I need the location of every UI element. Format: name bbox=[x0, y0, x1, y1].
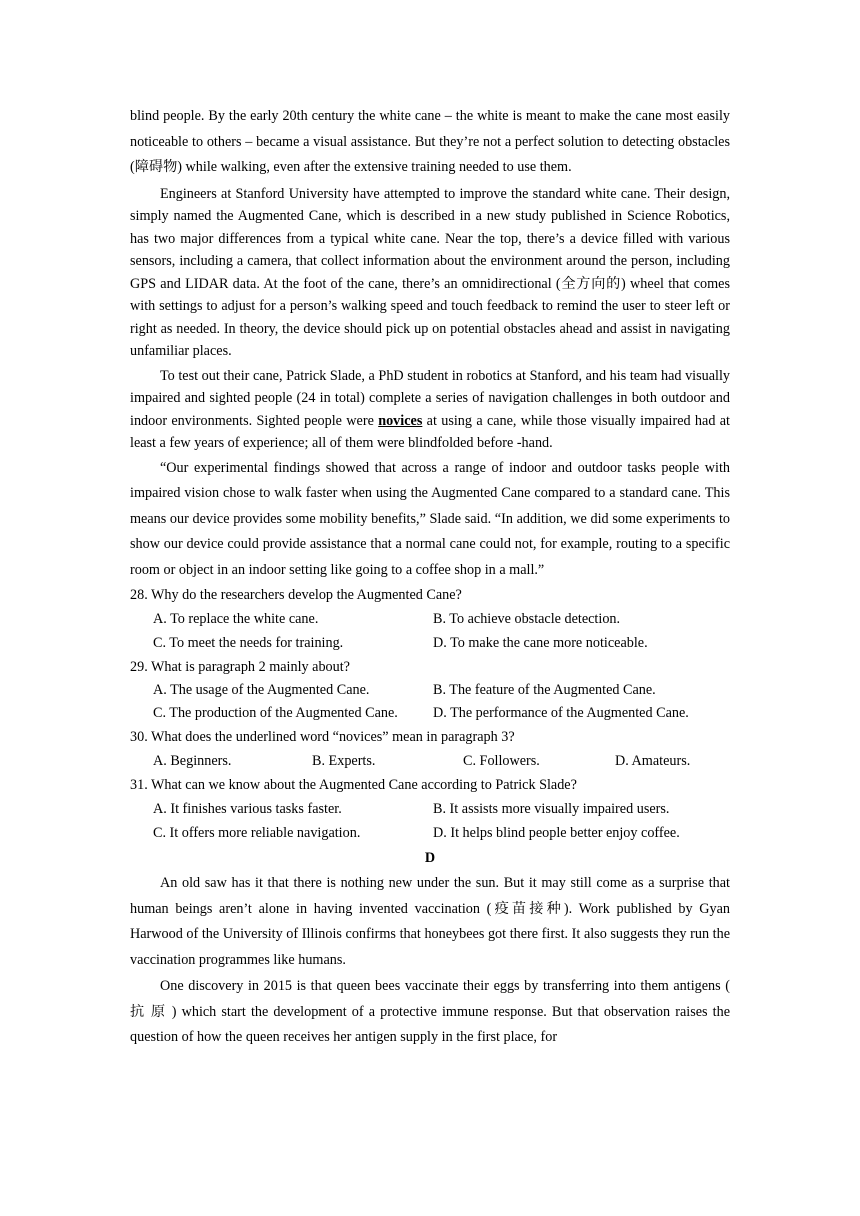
paragraph-3-text-before: To test out their cane, Patrick Slade, a PhD student in robotics at Stanford, and his team had visually impaired and sighted people (24 in total) complete a series of navigation challenges in both outdoor and indoor environments. Sighted people were bbox=[130, 367, 730, 429]
passage-c-paragraph-3 bbox=[130, 365, 730, 455]
options-row bbox=[130, 679, 730, 702]
passage-c-paragraph-4: “Our experimental findings showed that across a range of indoor and outdoor tasks people with impaired vision chose to walk faster when using the Augmented Cane compared to a standard cane. This means our device provides some mobility benefits,” Slade said. “In addition, we did some experiments to show our device could provide assistance that a normal cane could not, for example, routing to a specific room or object in an indoor setting like going to a coffee shop in a mall.” bbox=[130, 459, 730, 578]
question-stem: 29. What is paragraph 2 mainly about? bbox=[130, 659, 350, 675]
option-c: C. To meet the needs for training. bbox=[153, 635, 344, 651]
underlined-word-novices: novices bbox=[378, 412, 423, 429]
option-a: A. The usage of the Augmented Cane. bbox=[153, 682, 370, 698]
option-d: D. To make the cane more noticeable. bbox=[433, 635, 648, 651]
option-a: A. It finishes various tasks faster. bbox=[153, 801, 342, 817]
option-b: B. The feature of the Augmented Cane. bbox=[433, 682, 656, 698]
document-page bbox=[130, 104, 730, 1051]
question-31 bbox=[130, 773, 730, 845]
question-28 bbox=[130, 583, 730, 655]
option-d: D. It helps blind people better enjoy coffee. bbox=[433, 825, 680, 841]
option-b: B. It assists more visually impaired users. bbox=[433, 801, 670, 817]
question-stem: 28. Why do the researchers develop the Augmented Cane? bbox=[130, 587, 462, 603]
section-d-heading: D bbox=[424, 850, 436, 866]
option-a: A. To replace the white cane. bbox=[153, 611, 319, 627]
paragraph-3-text-after: at using a cane, while those visually impaired had at least a few years of experience; all of them were blindfolded before -hand. bbox=[130, 412, 730, 451]
question-29 bbox=[130, 655, 730, 725]
option-c: C. Followers. bbox=[463, 753, 540, 769]
question-stem: 31. What can we know about the Augmented Cane according to Patrick Slade? bbox=[130, 777, 577, 793]
option-d: D. Amateurs. bbox=[615, 753, 691, 769]
option-a: A. Beginners. bbox=[153, 753, 232, 769]
options-row bbox=[130, 631, 730, 655]
option-d: D. The performance of the Augmented Cane. bbox=[433, 705, 689, 721]
option-c: C. It offers more reliable navigation. bbox=[153, 825, 361, 841]
option-c: C. The production of the Augmented Cane. bbox=[153, 705, 398, 721]
option-b: B. Experts. bbox=[312, 753, 376, 769]
passage-c-paragraph-1: blind people. By the early 20th century the white cane – the white is meant to make the cane most easily noticeable to others – became a visual assistance. But they’re not a perfect solution to detecting obstacles (障碍物) while walking, even after the extensive training needed to use them. bbox=[130, 108, 730, 175]
options-row bbox=[130, 797, 730, 821]
options-row bbox=[130, 702, 730, 725]
options-row bbox=[130, 821, 730, 845]
option-b: B. To achieve obstacle detection. bbox=[433, 611, 621, 627]
question-30 bbox=[130, 725, 730, 773]
options-row bbox=[130, 607, 730, 631]
options-row bbox=[130, 749, 730, 773]
passage-d-paragraph-2: One discovery in 2015 is that queen bees vaccinate their eggs by transferring into them antigens ( 抗 原 ) which start the development of a protective immune response. But that observation raises the question of how the queen receives her antigen supply in the first place, for bbox=[130, 978, 730, 1045]
passage-d-paragraph-1: An old saw has it that there is nothing new under the sun. But it may still come as a surprise that human beings aren’t alone in having invented vaccination (疫苗接种). Work published by Gyan Harwood of the University of Illinois confirms that honeybees got there first. It also suggests they run the vaccination programmes like humans. bbox=[130, 875, 730, 968]
passage-c-paragraph-2: Engineers at Stanford University have attempted to improve the standard white cane. Their design, simply named the Augmented Cane, which is described in a new study published in Science Robotics, has two major differences from a typical white cane. Near the top, there’s a device filled with various sensors, including a camera, that collect information about the environment around the person, including GPS and LIDAR data. At the foot of the cane, there’s an omnidirectional (全方向的) wheel that comes with settings to adjust for a person’s walking speed and touch feedback to remind the user to steer left or right as needed. In theory, the device should pick up on potential obstacles ahead and assist in navigating unfamiliar places. bbox=[130, 185, 730, 359]
question-stem: 30. What does the underlined word “novices” mean in paragraph 3? bbox=[130, 729, 515, 745]
